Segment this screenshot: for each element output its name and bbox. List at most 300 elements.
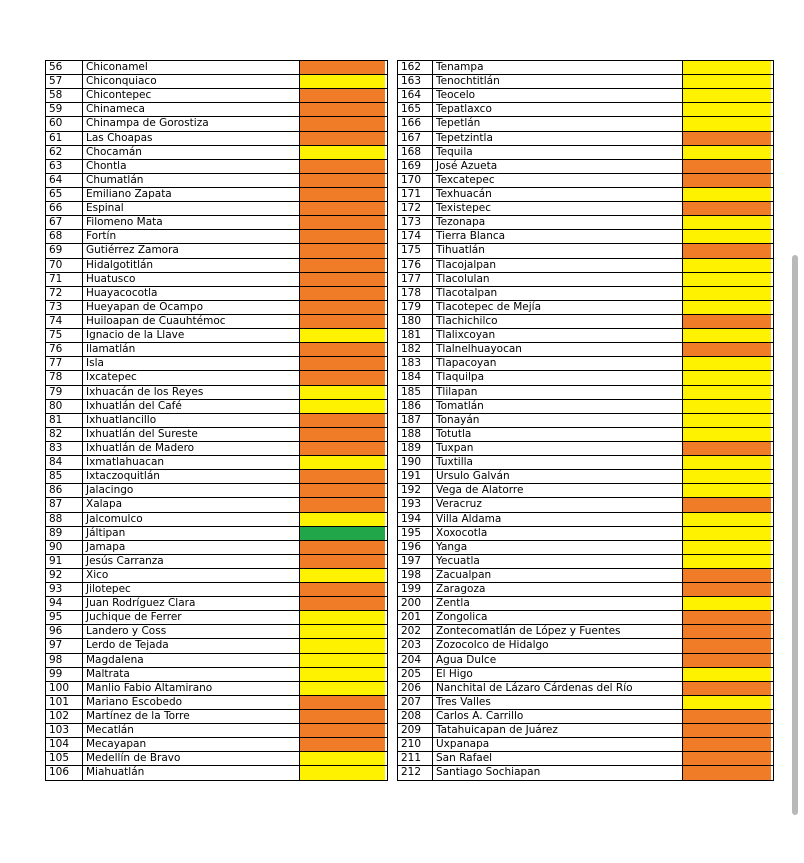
municipality-number: 168 (398, 146, 433, 159)
municipality-table-right (397, 60, 774, 781)
municipality-number: 206 (398, 682, 433, 695)
scrollbar[interactable] (792, 255, 798, 815)
municipality-name: Chinameca (83, 103, 300, 116)
table-row (398, 428, 773, 442)
municipality-name: Tlilapan (433, 386, 683, 399)
table-row (46, 583, 387, 597)
status-color-cell (683, 668, 771, 681)
status-color-cell (683, 597, 771, 610)
table-row (398, 752, 773, 766)
municipality-number: 74 (46, 315, 83, 328)
table-row (398, 103, 773, 117)
municipality-name: Tlacotalpan (433, 287, 683, 300)
municipality-name: Emiliano Zapata (83, 188, 300, 201)
municipality-number: 171 (398, 188, 433, 201)
municipality-name: Chiconamel (83, 61, 300, 74)
municipality-number: 66 (46, 202, 83, 215)
status-color-cell (683, 484, 771, 497)
table-row (398, 710, 773, 724)
status-color-cell (300, 202, 385, 215)
table-row (46, 597, 387, 611)
status-color-cell (683, 428, 771, 441)
municipality-name: Tlacotepec de Mejía (433, 301, 683, 314)
table-row (46, 611, 387, 625)
municipality-number: 61 (46, 132, 83, 145)
municipality-name: Jamapa (83, 541, 300, 554)
status-color-cell (300, 103, 385, 116)
municipality-name: El Higo (433, 668, 683, 681)
table-row (398, 188, 773, 202)
status-color-cell (683, 583, 771, 596)
table-row (46, 386, 387, 400)
municipality-name: Las Choapas (83, 132, 300, 145)
municipality-name: Ilamatlán (83, 343, 300, 356)
municipality-name: Tlacojalpan (433, 259, 683, 272)
status-color-cell (300, 484, 385, 497)
table-row (46, 329, 387, 343)
status-color-cell (683, 386, 771, 399)
table-row (46, 287, 387, 301)
municipality-number: 67 (46, 216, 83, 229)
municipality-name: Agua Dulce (433, 654, 683, 667)
municipality-name: Texistepec (433, 202, 683, 215)
table-row (46, 696, 387, 710)
status-color-cell (300, 188, 385, 201)
municipality-number: 211 (398, 752, 433, 765)
status-color-cell (683, 569, 771, 582)
table-row (46, 569, 387, 583)
municipality-name: Zacualpan (433, 569, 683, 582)
municipality-name: Texcatepec (433, 174, 683, 187)
municipality-number: 207 (398, 696, 433, 709)
status-color-cell (683, 343, 771, 356)
status-color-cell (300, 498, 385, 511)
status-color-cell (683, 625, 771, 638)
municipality-number: 169 (398, 160, 433, 173)
municipality-name: Fortín (83, 230, 300, 243)
status-color-cell (300, 357, 385, 370)
municipality-number: 59 (46, 103, 83, 116)
table-row (398, 117, 773, 131)
municipality-name: Tlalixcoyan (433, 329, 683, 342)
municipality-number: 88 (46, 513, 83, 526)
municipality-name: José Azueta (433, 160, 683, 173)
municipality-number: 95 (46, 611, 83, 624)
status-color-cell (300, 75, 385, 88)
municipality-name: Manlio Fabio Altamirano (83, 682, 300, 695)
municipality-name: Huatusco (83, 273, 300, 286)
status-color-cell (300, 710, 385, 723)
municipality-name: Hidalgotitlán (83, 259, 300, 272)
municipality-name: Tuxtilla (433, 456, 683, 469)
table-row (398, 216, 773, 230)
municipality-number: 80 (46, 400, 83, 413)
municipality-number: 71 (46, 273, 83, 286)
table-row (398, 541, 773, 555)
status-color-cell (300, 315, 385, 328)
table-row (398, 456, 773, 470)
table-row (46, 414, 387, 428)
table-row (46, 216, 387, 230)
table-row (46, 61, 387, 75)
municipality-number: 201 (398, 611, 433, 624)
municipality-number: 73 (46, 301, 83, 314)
status-color-cell (300, 259, 385, 272)
table-row (46, 442, 387, 456)
status-color-cell (683, 456, 771, 469)
status-color-cell (683, 230, 771, 243)
table-row (46, 117, 387, 131)
table-row (46, 738, 387, 752)
table-row (398, 146, 773, 160)
table-row (46, 710, 387, 724)
municipality-name: Chumatlán (83, 174, 300, 187)
table-row (398, 484, 773, 498)
status-color-cell (683, 470, 771, 483)
status-color-cell (683, 329, 771, 342)
municipality-name: Zontecomatlán de López y Fuentes (433, 625, 683, 638)
municipality-name: Chicontepec (83, 89, 300, 102)
status-color-cell (300, 61, 385, 74)
municipality-name: Tenampa (433, 61, 683, 74)
municipality-number: 189 (398, 442, 433, 455)
table-row (398, 442, 773, 456)
municipality-name: Maltrata (83, 668, 300, 681)
table-row (46, 654, 387, 668)
municipality-name: Tihuatlán (433, 244, 683, 257)
municipality-number: 190 (398, 456, 433, 469)
municipality-name: Ursulo Galván (433, 470, 683, 483)
municipality-name: Tepetlán (433, 117, 683, 130)
municipality-number: 60 (46, 117, 83, 130)
status-color-cell (683, 371, 771, 384)
municipality-number: 197 (398, 555, 433, 568)
municipality-name: Lerdo de Tejada (83, 639, 300, 652)
table-row (398, 668, 773, 682)
municipality-name: Tlacolulan (433, 273, 683, 286)
municipality-number: 199 (398, 583, 433, 596)
municipality-number: 92 (46, 569, 83, 582)
municipality-number: 164 (398, 89, 433, 102)
municipality-number: 86 (46, 484, 83, 497)
status-color-cell (300, 696, 385, 709)
municipality-name: Tlapacoyan (433, 357, 683, 370)
municipality-name: Villa Aldama (433, 513, 683, 526)
status-color-cell (300, 428, 385, 441)
municipality-number: 106 (46, 766, 83, 779)
table-row (46, 456, 387, 470)
status-color-cell (300, 244, 385, 257)
municipality-name: Zongolica (433, 611, 683, 624)
table-row (46, 625, 387, 639)
table-row (398, 343, 773, 357)
table-row (398, 555, 773, 569)
municipality-number: 194 (398, 513, 433, 526)
table-row (46, 259, 387, 273)
municipality-number: 72 (46, 287, 83, 300)
municipality-name: Tenochtitlán (433, 75, 683, 88)
municipality-number: 101 (46, 696, 83, 709)
status-color-cell (300, 160, 385, 173)
table-row (46, 484, 387, 498)
table-row (46, 174, 387, 188)
municipality-number: 187 (398, 414, 433, 427)
status-color-cell (300, 766, 385, 779)
table-row (398, 400, 773, 414)
municipality-name: Tlaquilpa (433, 371, 683, 384)
municipality-number: 90 (46, 541, 83, 554)
status-color-cell (300, 654, 385, 667)
municipality-number: 87 (46, 498, 83, 511)
table-row (46, 160, 387, 174)
municipality-name: Ixhuatlán del Café (83, 400, 300, 413)
table-row (398, 738, 773, 752)
status-color-cell (683, 202, 771, 215)
table-row (46, 766, 387, 780)
municipality-name: Mecayapan (83, 738, 300, 751)
table-row (398, 527, 773, 541)
table-row (46, 752, 387, 766)
municipality-number: 65 (46, 188, 83, 201)
municipality-number: 99 (46, 668, 83, 681)
status-color-cell (300, 555, 385, 568)
municipality-name: Uxpanapa (433, 738, 683, 751)
table-row (398, 625, 773, 639)
status-color-cell (683, 117, 771, 130)
table-row (398, 160, 773, 174)
table-row (46, 230, 387, 244)
municipality-name: Tequila (433, 146, 683, 159)
status-color-cell (300, 569, 385, 582)
municipality-number: 82 (46, 428, 83, 441)
municipality-number: 198 (398, 569, 433, 582)
table-row (46, 103, 387, 117)
table-row (46, 244, 387, 258)
table-row (398, 611, 773, 625)
status-color-cell (683, 61, 771, 74)
table-row (46, 132, 387, 146)
municipality-number: 203 (398, 639, 433, 652)
status-color-cell (683, 611, 771, 624)
status-color-cell (683, 498, 771, 511)
status-color-cell (300, 456, 385, 469)
table-row (398, 329, 773, 343)
municipality-number: 192 (398, 484, 433, 497)
municipality-name: Huiloapan de Cuauhtémoc (83, 315, 300, 328)
table-row (398, 569, 773, 583)
table-row (46, 343, 387, 357)
municipality-name: Totutla (433, 428, 683, 441)
table-row (46, 89, 387, 103)
table-row (46, 75, 387, 89)
municipality-name: Jalcomulco (83, 513, 300, 526)
municipality-name: Chiconquiaco (83, 75, 300, 88)
status-color-cell (300, 329, 385, 342)
table-row (46, 202, 387, 216)
municipality-name: Juchique de Ferrer (83, 611, 300, 624)
municipality-number: 100 (46, 682, 83, 695)
municipality-name: Huayacocotla (83, 287, 300, 300)
municipality-name: Landero y Coss (83, 625, 300, 638)
status-color-cell (300, 287, 385, 300)
status-color-cell (683, 301, 771, 314)
table-row (398, 230, 773, 244)
municipality-number: 172 (398, 202, 433, 215)
table-row (46, 639, 387, 653)
municipality-name: Ixhuacán de los Reyes (83, 386, 300, 399)
municipality-name: Miahuatlán (83, 766, 300, 779)
municipality-name: Tierra Blanca (433, 230, 683, 243)
municipality-number: 75 (46, 329, 83, 342)
municipality-name: Chinampa de Gorostiza (83, 117, 300, 130)
municipality-number: 180 (398, 315, 433, 328)
municipality-number: 196 (398, 541, 433, 554)
status-color-cell (300, 216, 385, 229)
table-row (398, 315, 773, 329)
status-color-cell (683, 710, 771, 723)
municipality-number: 205 (398, 668, 433, 681)
municipality-number: 102 (46, 710, 83, 723)
table-row (46, 188, 387, 202)
table-row (46, 513, 387, 527)
table-row (46, 470, 387, 484)
status-color-cell (300, 400, 385, 413)
municipality-name: Isla (83, 357, 300, 370)
table-row (398, 470, 773, 484)
table-row (398, 696, 773, 710)
status-color-cell (300, 597, 385, 610)
municipality-number: 179 (398, 301, 433, 314)
municipality-name: Jáltipan (83, 527, 300, 540)
municipality-number: 175 (398, 244, 433, 257)
municipality-name: Ixhuatlán de Madero (83, 442, 300, 455)
table-row (398, 202, 773, 216)
municipality-number: 212 (398, 766, 433, 779)
municipality-name: Zentla (433, 597, 683, 610)
municipality-number: 103 (46, 724, 83, 737)
municipality-name: Santiago Sochiapan (433, 766, 683, 779)
municipality-name: Filomeno Mata (83, 216, 300, 229)
municipality-number: 173 (398, 216, 433, 229)
status-color-cell (683, 174, 771, 187)
municipality-number: 84 (46, 456, 83, 469)
municipality-name: Teocelo (433, 89, 683, 102)
table-row (46, 357, 387, 371)
municipality-number: 81 (46, 414, 83, 427)
municipality-number: 105 (46, 752, 83, 765)
status-color-cell (300, 273, 385, 286)
municipality-number: 182 (398, 343, 433, 356)
status-color-cell (300, 371, 385, 384)
status-color-cell (683, 766, 771, 779)
municipality-name: Tlachichilco (433, 315, 683, 328)
municipality-number: 57 (46, 75, 83, 88)
status-color-cell (300, 625, 385, 638)
status-color-cell (300, 541, 385, 554)
table-row (398, 75, 773, 89)
municipality-number: 166 (398, 117, 433, 130)
status-color-cell (683, 527, 771, 540)
status-color-cell (300, 414, 385, 427)
table-row (398, 766, 773, 780)
status-color-cell (683, 89, 771, 102)
table-row (398, 414, 773, 428)
table-row (46, 668, 387, 682)
status-color-cell (683, 639, 771, 652)
municipality-number: 83 (46, 442, 83, 455)
municipality-number: 193 (398, 498, 433, 511)
status-color-cell (300, 174, 385, 187)
municipality-name: Mariano Escobedo (83, 696, 300, 709)
table-row (46, 724, 387, 738)
status-color-cell (300, 738, 385, 751)
status-color-cell (300, 146, 385, 159)
municipality-number: 165 (398, 103, 433, 116)
status-color-cell (300, 583, 385, 596)
municipality-number: 76 (46, 343, 83, 356)
table-row (46, 400, 387, 414)
municipality-number: 56 (46, 61, 83, 74)
municipality-name: Tomatlán (433, 400, 683, 413)
status-color-cell (683, 654, 771, 667)
municipality-name: Tres Valles (433, 696, 683, 709)
status-color-cell (300, 89, 385, 102)
municipality-number: 94 (46, 597, 83, 610)
municipality-number: 93 (46, 583, 83, 596)
status-color-cell (300, 117, 385, 130)
status-color-cell (683, 400, 771, 413)
table-row (46, 371, 387, 385)
table-row (398, 301, 773, 315)
municipality-number: 186 (398, 400, 433, 413)
status-color-cell (683, 259, 771, 272)
status-color-cell (683, 752, 771, 765)
municipality-number: 174 (398, 230, 433, 243)
municipality-number: 195 (398, 527, 433, 540)
table-row (46, 428, 387, 442)
status-color-cell (683, 357, 771, 370)
table-row (46, 273, 387, 287)
status-color-cell (683, 160, 771, 173)
municipality-number: 64 (46, 174, 83, 187)
municipality-name: Chontla (83, 160, 300, 173)
municipality-name: Chocamán (83, 146, 300, 159)
table-row (398, 244, 773, 258)
municipality-name: Ignacio de la Llave (83, 329, 300, 342)
municipality-number: 63 (46, 160, 83, 173)
municipality-name: San Rafael (433, 752, 683, 765)
municipality-name: Xico (83, 569, 300, 582)
municipality-number: 178 (398, 287, 433, 300)
municipality-name: Ixmatlahuacan (83, 456, 300, 469)
status-color-cell (300, 513, 385, 526)
municipality-number: 200 (398, 597, 433, 610)
municipality-number: 96 (46, 625, 83, 638)
municipality-name: Gutiérrez Zamora (83, 244, 300, 257)
municipality-name: Yanga (433, 541, 683, 554)
table-row (46, 682, 387, 696)
municipality-name: Ixhuatlán del Sureste (83, 428, 300, 441)
status-color-cell (683, 287, 771, 300)
table-row (398, 654, 773, 668)
municipality-name: Ixcatepec (83, 371, 300, 384)
table-row (398, 357, 773, 371)
table-row (398, 89, 773, 103)
municipality-number: 204 (398, 654, 433, 667)
status-color-cell (300, 752, 385, 765)
municipality-number: 167 (398, 132, 433, 145)
municipality-name: Xalapa (83, 498, 300, 511)
